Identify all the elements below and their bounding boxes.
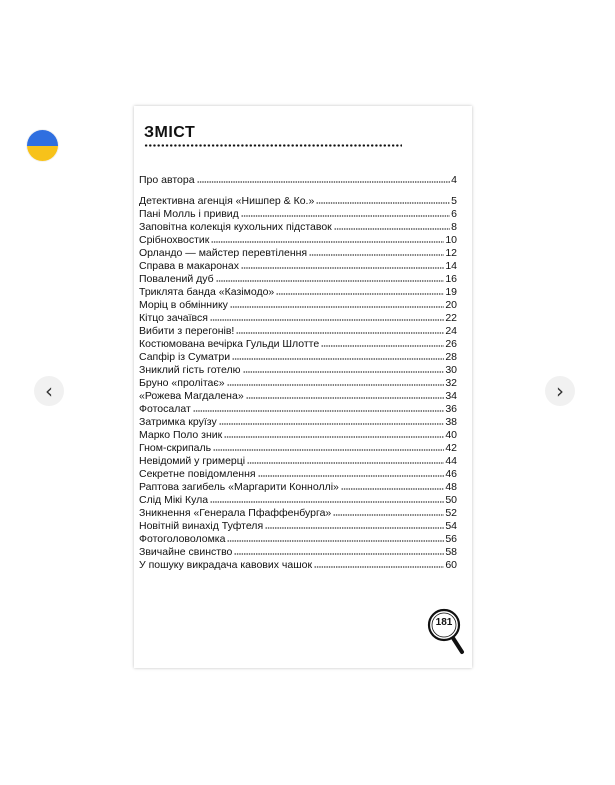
page-number: 181 [435, 617, 453, 628]
toc-entry-page: 14 [445, 260, 457, 272]
toc-dot-leader [227, 384, 445, 386]
toc-dot-leader [265, 527, 444, 529]
toc-entry-title: Гном-скрипаль [139, 442, 212, 454]
toc-entry-title: Раптова загибель «Маргарити Конноллі» [139, 481, 339, 493]
toc-entry [139, 544, 457, 558]
toc-entry-page: 8 [451, 221, 457, 233]
previous-image-button[interactable] [34, 376, 64, 406]
toc-dot-leader [341, 488, 444, 490]
toc-dot-leader [241, 215, 450, 217]
ukraine-flag-icon [27, 130, 58, 161]
toc-entry-title: У пошуку викрадача кавових чашок [139, 559, 313, 571]
toc-entry [139, 310, 457, 324]
flag-yellow-stripe [27, 146, 58, 162]
toc-entry [139, 466, 457, 480]
chevron-right-icon: › [556, 379, 564, 403]
toc-entry-page: 16 [445, 273, 457, 285]
page-title: ЗМІСТ [144, 124, 196, 141]
toc-entry-title: Повалений дуб [139, 273, 214, 285]
toc-dot-leader [314, 566, 444, 568]
toc-entry-page: 10 [445, 234, 457, 246]
toc-entry-title: Зниклий гість готелю [139, 364, 241, 376]
toc-entry-page: 48 [445, 481, 457, 493]
toc-dot-leader [241, 267, 444, 269]
toc-entry-page: 4 [451, 174, 457, 186]
toc-entry-title: Триклята банда «Казімодо» [139, 286, 275, 298]
toc-entry-page: 12 [445, 247, 457, 259]
toc-entry-title: Вибити з перегонів! [139, 325, 235, 337]
toc-dot-leader [224, 436, 444, 438]
toc-entry-page: 52 [445, 507, 457, 519]
toc-dot-leader [276, 293, 444, 295]
toc-entry [139, 323, 457, 337]
toc-entry-page: 28 [445, 351, 457, 363]
toc-entry-page: 24 [445, 325, 457, 337]
toc-entry-page: 56 [445, 533, 457, 545]
toc-entry-page: 26 [445, 338, 457, 350]
toc-entry [139, 297, 457, 311]
toc-entry-title: Новітній винахід Туфтеля [139, 520, 264, 532]
toc-entry [139, 271, 457, 285]
toc-dot-leader [309, 254, 444, 256]
toc-entry [139, 245, 457, 259]
toc-entry [139, 440, 457, 454]
toc-dot-leader [247, 462, 444, 464]
toc-dot-leader [333, 514, 444, 516]
toc-dot-leader [258, 475, 445, 477]
toc-dot-leader [216, 280, 445, 282]
toc-entry-title: Кітцо зачаївся [139, 312, 208, 324]
toc-entry [139, 336, 457, 350]
toc-dot-leader [234, 553, 444, 555]
toc-entry [139, 492, 457, 506]
toc-entry-title: Моріц в обміннику [139, 299, 228, 311]
toc-entry-page: 54 [445, 520, 457, 532]
toc-entry-page: 30 [445, 364, 457, 376]
book-page [134, 106, 472, 668]
toc-entry [139, 414, 457, 428]
toc-dot-leader [219, 423, 445, 425]
toc-entry [139, 349, 457, 363]
toc-entry-title: Фотосалат [139, 403, 191, 415]
toc-dot-leader [210, 319, 444, 321]
toc-entry-title: Слід Мікі Кула [139, 494, 209, 506]
toc-dot-leader [230, 306, 444, 308]
toc-entry-title: Зникнення «Генерала Пфаффенбурга» [139, 507, 332, 519]
toc-entry [139, 505, 457, 519]
toc-dot-leader [236, 332, 444, 334]
toc-entry [139, 557, 457, 571]
title-dotted-underline [144, 144, 402, 147]
toc-entry [139, 258, 457, 272]
toc-entry-page: 20 [445, 299, 457, 311]
toc-entry-page: 32 [445, 377, 457, 389]
toc-entry-page: 40 [445, 429, 457, 441]
next-image-button[interactable] [545, 376, 575, 406]
toc-entry-title: Сапфір із Суматри [139, 351, 231, 363]
toc-entry-page: 5 [451, 195, 457, 207]
toc-entry [139, 388, 457, 402]
toc-entry-title: Невідомий у гримерці [139, 455, 246, 467]
toc-entry [139, 531, 457, 545]
toc-entry-title: Про автора [139, 174, 195, 186]
flag-blue-stripe [27, 130, 58, 146]
toc-entry-page: 44 [445, 455, 457, 467]
toc-dot-leader [246, 397, 445, 399]
toc-dot-leader [232, 358, 444, 360]
toc-entry [139, 193, 457, 207]
toc-dot-leader [334, 228, 450, 230]
toc-entry [139, 401, 457, 415]
toc-entry-page: 58 [445, 546, 457, 558]
toc-entry-title: Орландо — майстер перевтілення [139, 247, 308, 259]
toc-entry [139, 375, 457, 389]
toc-entry-page: 6 [451, 208, 457, 220]
toc-entry-title: Затримка круїзу [139, 416, 217, 428]
toc-entry-title: Детективна агенція «Нишпер & Ко.» [139, 195, 315, 207]
toc-entry-title: Заповітна колекція кухольних підставок [139, 221, 332, 233]
toc-entry [139, 518, 457, 532]
toc-dot-leader [227, 540, 444, 542]
toc-entry-page: 60 [445, 559, 457, 571]
toc-dot-leader [213, 449, 444, 451]
toc-entry-page: 19 [445, 286, 457, 298]
toc-entry [139, 453, 457, 467]
toc-entry-title: Пані Молль і привид [139, 208, 239, 220]
toc-entry-page: 36 [445, 403, 457, 415]
toc-dot-leader [243, 371, 445, 373]
toc-entry-title: «Рожева Магдалена» [139, 390, 244, 402]
toc-entry-title: Фотоголоволомка [139, 533, 226, 545]
toc-entry-page: 38 [445, 416, 457, 428]
page-number-badge [426, 606, 466, 658]
toc-entry-title: Костюмована вечірка Гульди Шлотте [139, 338, 320, 350]
chevron-left-icon: ‹ [45, 379, 53, 403]
toc-entry-page: 42 [445, 442, 457, 454]
magnifier-icon [426, 606, 466, 658]
toc-entry [139, 479, 457, 493]
toc-entry-page: 46 [445, 468, 457, 480]
toc-entry-title: Звичайне свинство [139, 546, 233, 558]
toc-dot-leader [193, 410, 445, 412]
toc-entry-title: Бруно «пролітає» [139, 377, 225, 389]
toc-entry-page: 22 [445, 312, 457, 324]
toc-entry [139, 427, 457, 441]
toc-entry-page: 50 [445, 494, 457, 506]
toc-entry [139, 232, 457, 246]
toc-dot-leader [197, 181, 451, 183]
toc-dot-leader [316, 202, 450, 204]
toc-entry-title: Справа в макаронах [139, 260, 239, 272]
toc-entry-title: Секретне повідомлення [139, 468, 256, 480]
toc-entry [139, 362, 457, 376]
toc-entry [139, 206, 457, 220]
toc-dot-leader [210, 501, 444, 503]
toc-entry [139, 172, 457, 186]
toc-entry [139, 219, 457, 233]
toc-entry-title: Марко Поло зник [139, 429, 223, 441]
toc-dot-leader [321, 345, 444, 347]
toc-dot-leader [211, 241, 444, 243]
toc-entry-page: 34 [445, 390, 457, 402]
toc-entry-title: Срібнохвостик [139, 234, 210, 246]
toc-entry [139, 284, 457, 298]
